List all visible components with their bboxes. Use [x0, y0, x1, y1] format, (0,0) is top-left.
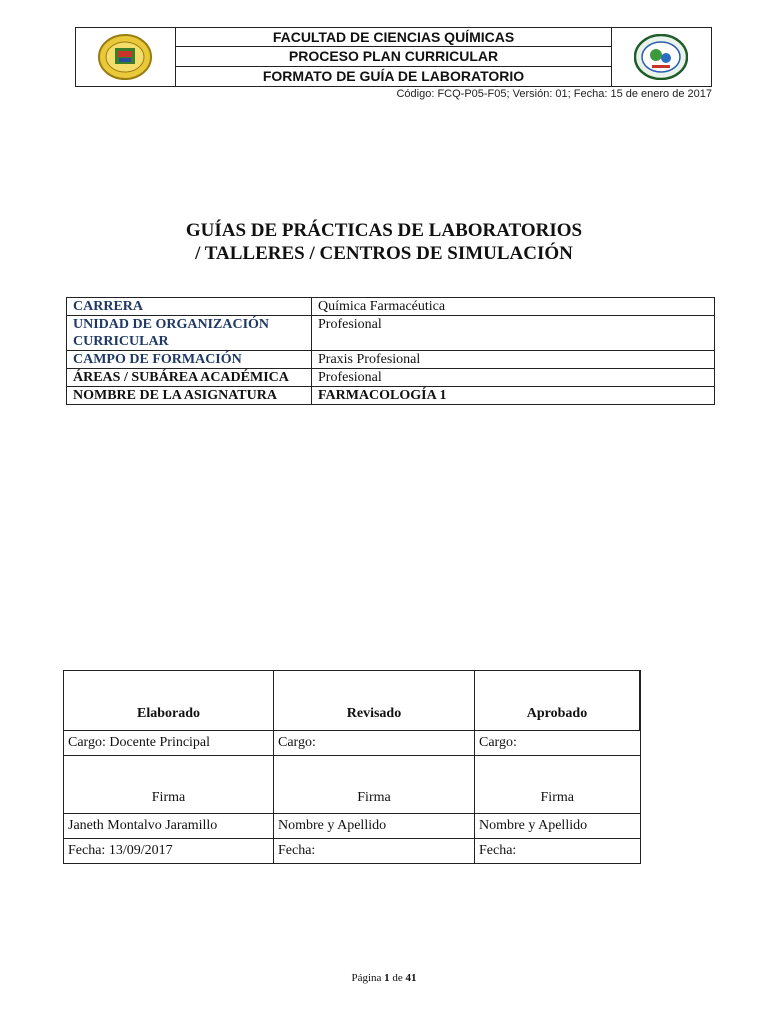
- title-line-2: / TALLERES / CENTROS DE SIMULACIÓN: [195, 243, 573, 264]
- info-row: [67, 387, 715, 405]
- header-aprobado: Aprobado: [475, 671, 641, 731]
- right-logo-cell: [611, 28, 711, 86]
- info-key: NOMBRE DE LA ASIGNATURA: [67, 387, 312, 405]
- faculty-seal-icon: [634, 34, 688, 80]
- header-titles: [175, 28, 612, 86]
- format-name: FORMATO DE GUÍA DE LABORATORIO: [262, 67, 525, 84]
- nombre-cell: Janeth Montalvo Jaramillo: [64, 814, 274, 839]
- fecha-row: [64, 839, 641, 864]
- course-info-table: [66, 297, 715, 405]
- document-header: [75, 27, 712, 87]
- nombre-cell: Nombre y Apellido: [274, 814, 475, 839]
- firma-cell: Firma: [475, 756, 641, 814]
- info-key: CAMPO DE FORMACIÓN: [67, 351, 312, 369]
- fecha-cell: Fecha:: [475, 839, 641, 864]
- nombre-cell: Nombre y Apellido: [475, 814, 641, 839]
- firma-cell: Firma: [64, 756, 274, 814]
- info-value: Química Farmacéutica: [312, 298, 715, 316]
- info-key: UNIDAD DE ORGANIZACIÓN CURRICULAR: [67, 316, 312, 351]
- fecha-cell: Fecha:: [274, 839, 475, 864]
- title-line-1: GUÍAS DE PRÁCTICAS DE LABORATORIOS: [185, 220, 583, 241]
- header-elaborado: Elaborado: [64, 671, 274, 731]
- approval-header-row: [64, 671, 641, 731]
- firma-row: [64, 756, 641, 814]
- info-row: [67, 316, 715, 351]
- current-page: 1: [384, 972, 390, 984]
- cargo-cell: Cargo: Docente Principal: [64, 731, 274, 756]
- faculty-name: FACULTAD DE CIENCIAS QUÍMICAS: [175, 28, 612, 47]
- total-pages: 41: [405, 972, 417, 984]
- university-seal-icon: [98, 34, 152, 80]
- header-revisado: Revisado: [274, 671, 475, 731]
- firma-cell: Firma: [274, 756, 475, 814]
- of-label: de: [392, 972, 403, 984]
- info-row: [67, 369, 715, 387]
- cargo-cell: Cargo:: [475, 731, 641, 756]
- info-row: [67, 351, 715, 369]
- cargo-row: [64, 731, 641, 756]
- info-value: Praxis Profesional: [312, 351, 715, 369]
- info-value: Profesional: [312, 369, 715, 387]
- info-row: [67, 298, 715, 316]
- approval-table: [63, 670, 641, 864]
- page-title: [0, 219, 768, 265]
- page-number: [0, 972, 768, 984]
- cargo-cell: Cargo:: [274, 731, 475, 756]
- nombre-row: [64, 814, 641, 839]
- document-code: Código: FCQ-P05-F05; Versión: 01; Fecha: 15 de enero de 2017: [396, 88, 712, 100]
- info-value: Profesional: [312, 316, 715, 351]
- info-key: ÁREAS / SUBÁREA ACADÉMICA: [67, 369, 312, 387]
- page-label: Página: [351, 972, 382, 984]
- info-value: FARMACOLOGÍA 1: [312, 387, 715, 405]
- fecha-cell: Fecha: 13/09/2017: [64, 839, 274, 864]
- process-name: PROCESO PLAN CURRICULAR: [175, 47, 612, 66]
- left-logo-cell: [76, 28, 176, 86]
- info-key: CARRERA: [67, 298, 312, 316]
